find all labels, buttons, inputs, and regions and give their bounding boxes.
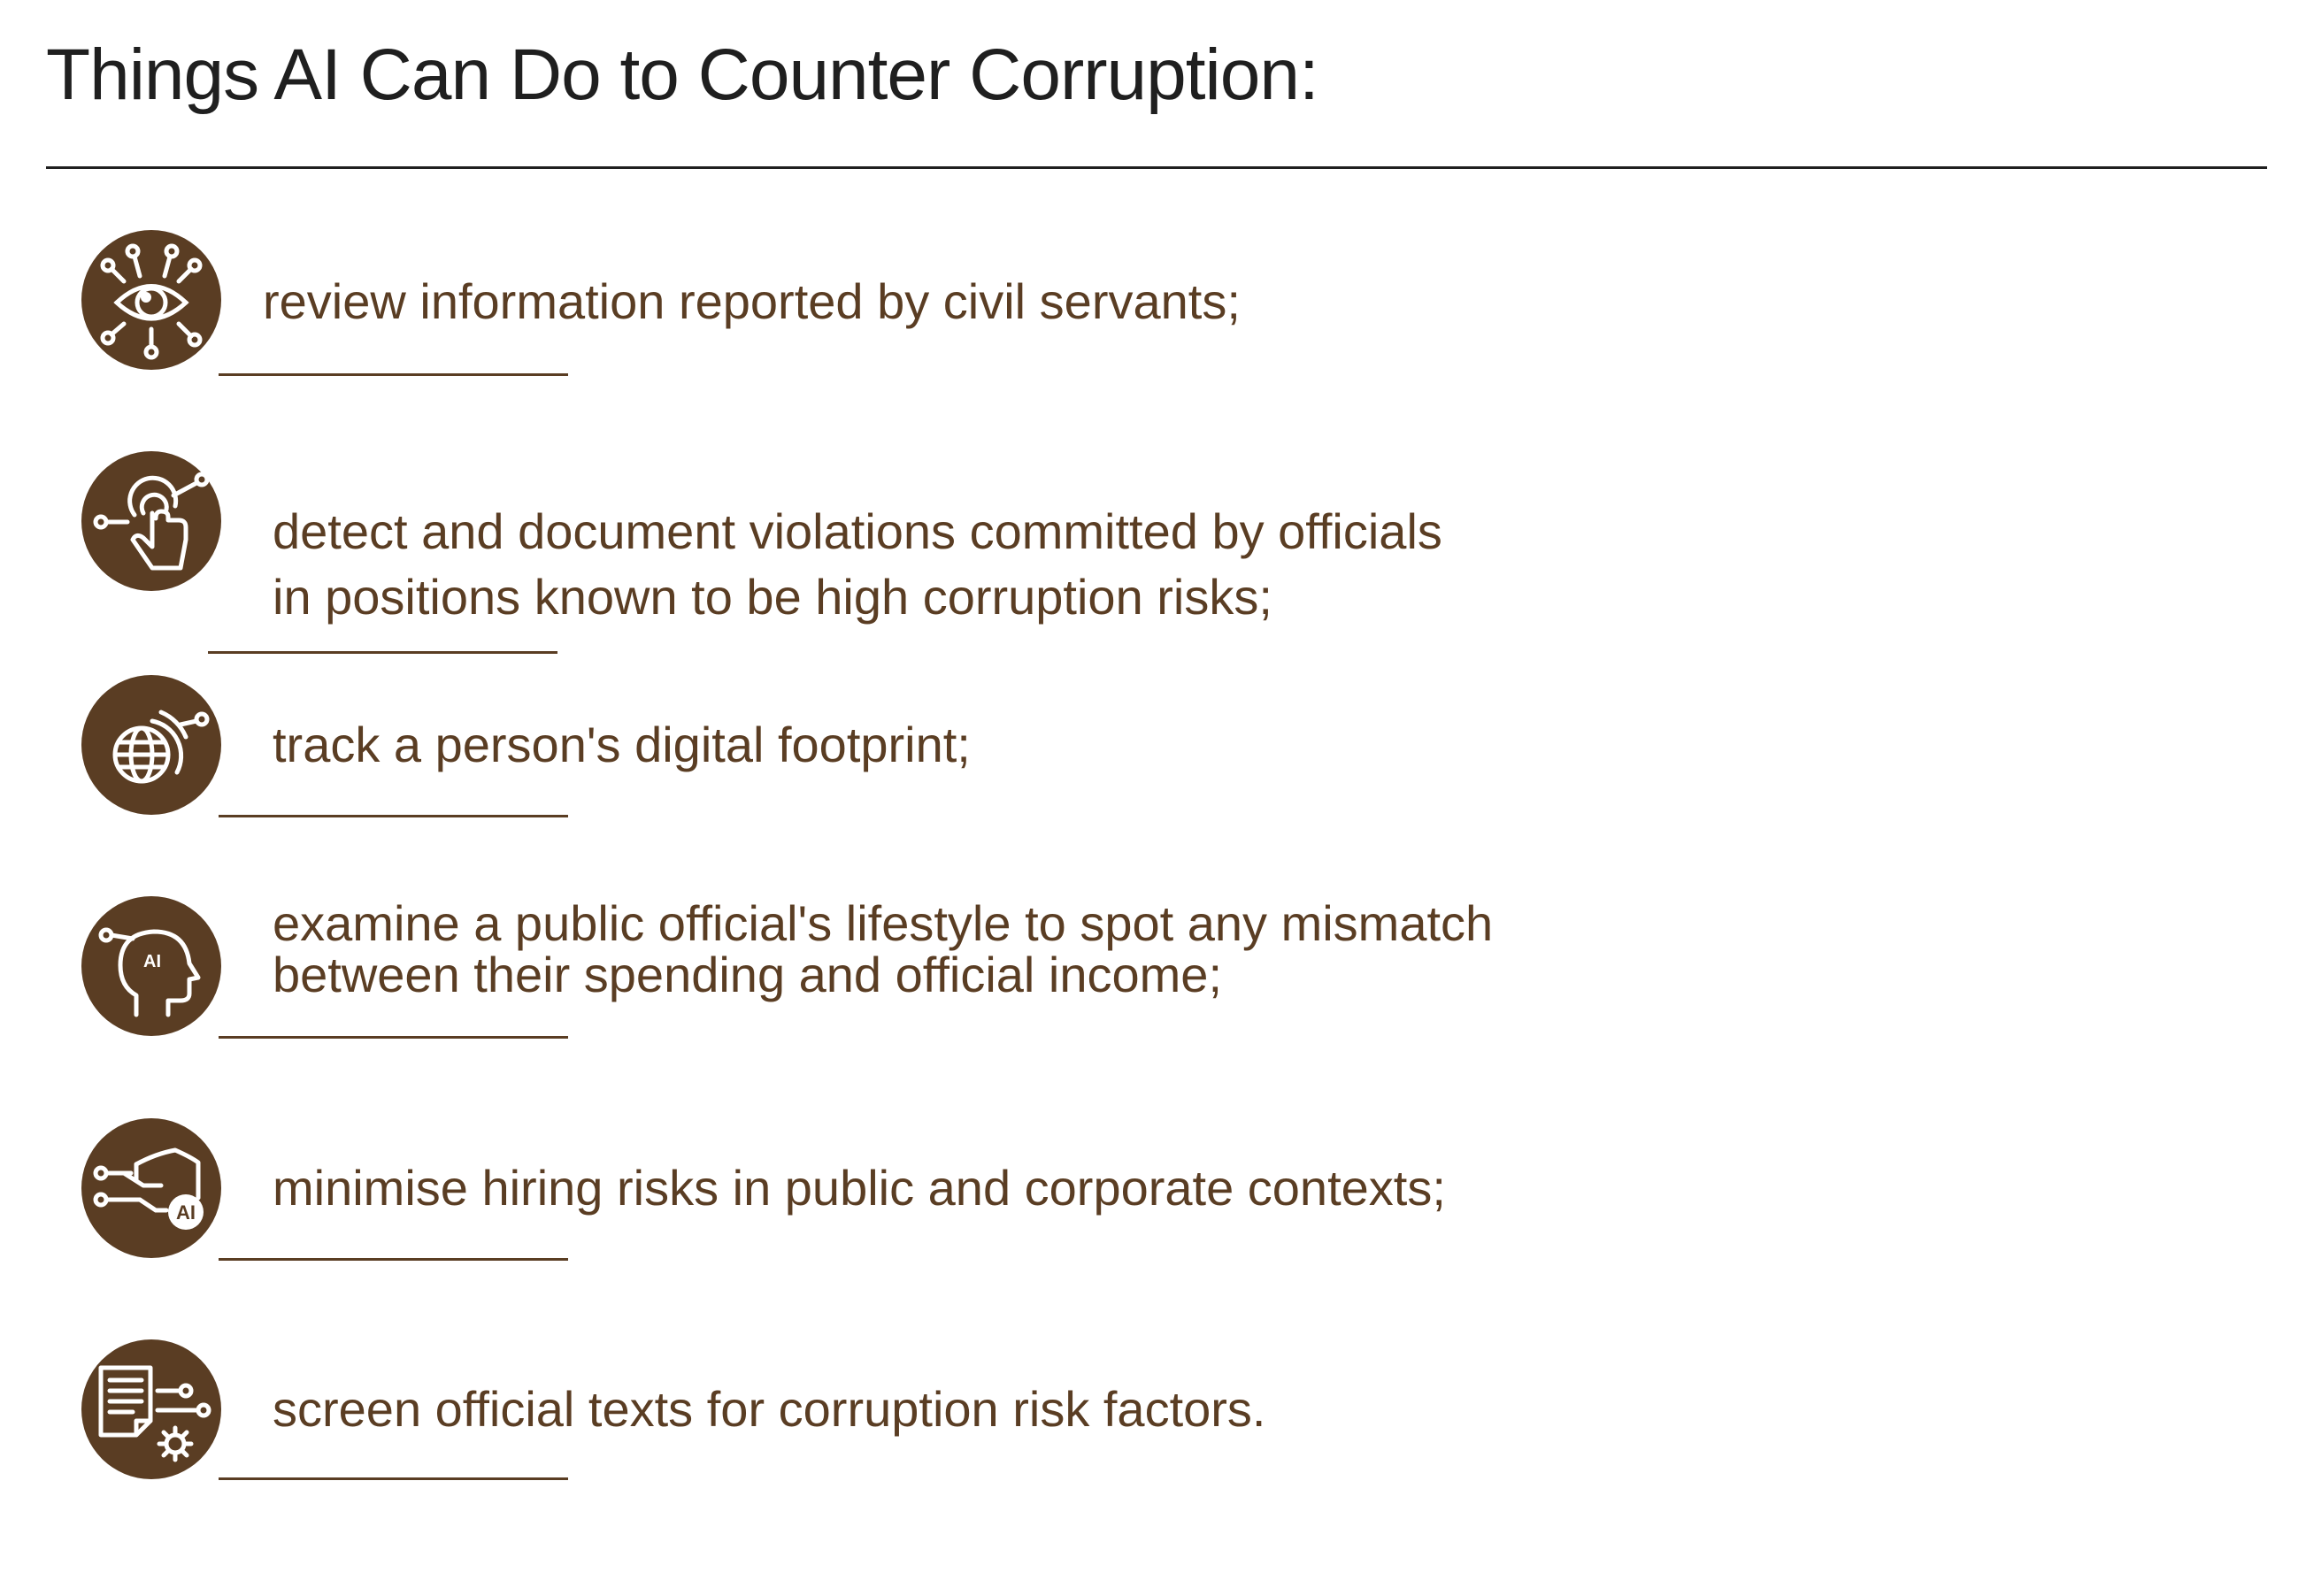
svg-text:AI: AI	[143, 952, 161, 971]
eye-network-icon	[81, 230, 221, 370]
item-underline	[219, 1258, 568, 1261]
item-underline	[219, 1036, 568, 1039]
list-item	[0, 675, 2314, 887]
document-gear-icon	[81, 1339, 221, 1479]
item-underline	[219, 1477, 568, 1480]
item-text-line: screen official texts for corruption risk factors.	[273, 1381, 1266, 1437]
item-text-line: between their spending and official income;	[273, 947, 1222, 1002]
item-text-line: track a person's digital footprint;	[273, 717, 971, 772]
list-item	[0, 230, 2314, 442]
item-underline	[219, 373, 568, 376]
svg-text:AI: AI	[176, 1201, 196, 1224]
globe-network-icon	[81, 675, 221, 815]
list-item	[0, 1118, 2314, 1331]
item-text-line: examine a public official's lifestyle to spot any mismatch	[273, 895, 1494, 951]
list-item	[0, 896, 2314, 1109]
list-item	[0, 1339, 2314, 1552]
item-text-line: detect and document violations committed by officials	[273, 503, 1442, 559]
list-item	[0, 451, 2314, 664]
page-title: Things AI Can Do to Counter Corruption:	[46, 35, 1318, 115]
item-text-line: review information reported by civil servants;	[263, 273, 1241, 329]
item-text-line: in positions known to be high corruption risks;	[273, 569, 1272, 625]
item-underline	[219, 815, 568, 817]
ai-head-icon	[81, 896, 221, 1036]
ai-shield-icon	[81, 1118, 221, 1258]
item-text-line: minimise hiring risks in public and corporate contexts;	[273, 1160, 1446, 1216]
item-underline	[208, 651, 557, 654]
title-divider	[46, 166, 2267, 169]
touch-network-icon	[81, 451, 221, 591]
